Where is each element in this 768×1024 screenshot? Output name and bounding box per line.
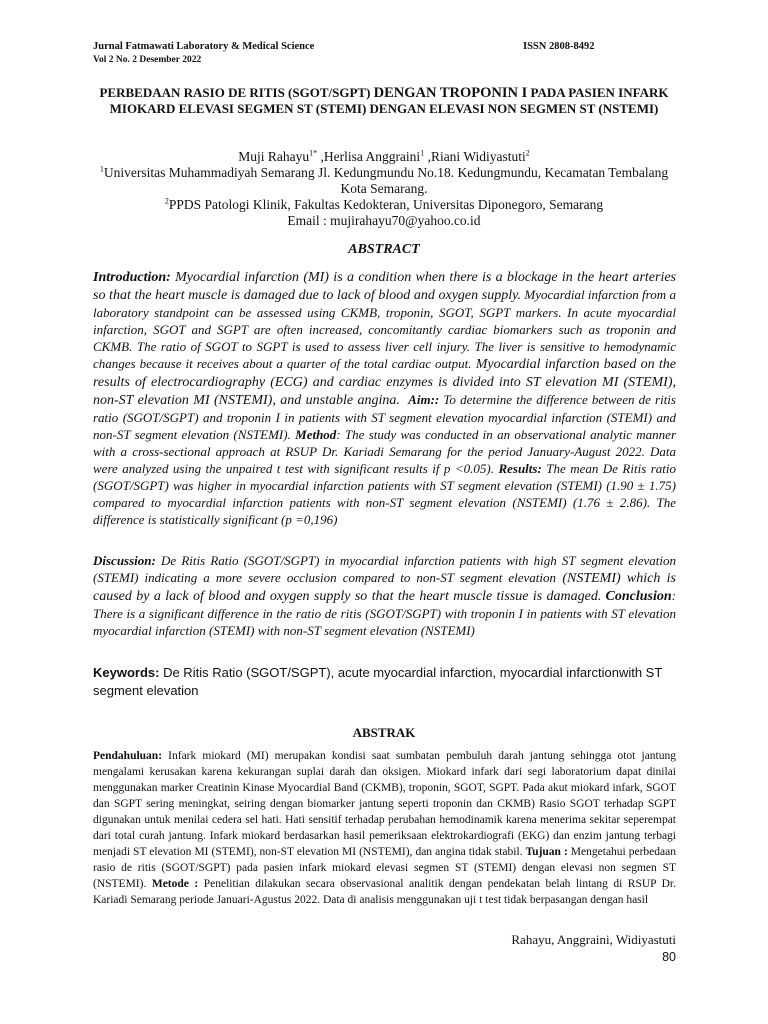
- author-2-sup: 1: [420, 148, 425, 158]
- keywords-text: De Ritis Ratio (SGOT/SGPT), acute myocardial infarction, myocardial infarctionwith ST segment elevation: [93, 665, 663, 698]
- intro-label: Introduction:: [93, 270, 171, 285]
- author-email: Email : mujirahayu70@yahoo.co.id: [287, 213, 481, 228]
- abstrak-paragraph: [93, 748, 676, 908]
- pendahuluan-label: Pendahuluan:: [93, 750, 163, 762]
- affiliation-2: [88, 197, 680, 213]
- discussion-text: De Ritis Ratio (SGOT/SGPT) in myocardial infarction patients with high ST segment elevation (STEMI) indicating a more severe occlusion compared to non-ST segment elevation: [93, 553, 676, 585]
- affiliation-1: [88, 165, 680, 197]
- issn: ISSN 2808-8492: [523, 41, 595, 52]
- aim-text: To determine the difference between de ritis ratio (SGOT/SGPT) and troponin I in patients with ST segment elevation myocardial infarction (STEMI) and non-ST segment elevation (NSTEMI).: [93, 392, 676, 442]
- affiliation-1-sup: 1: [99, 164, 104, 174]
- volume-issue: Vol 2 No. 2 Desember 2022: [93, 55, 202, 65]
- author-1: Muji Rahayu: [238, 149, 310, 164]
- results-label: Results:: [498, 461, 542, 476]
- author-3-sup: 2: [525, 148, 530, 158]
- abstract-paragraph-1: [93, 268, 676, 528]
- discussion-label: Discussion:: [93, 553, 156, 568]
- journal-name: Jurnal Fatmawati Laboratory & Medical Science: [93, 41, 315, 52]
- discussion-text-2: (NSTEMI) which is caused by a lack of blood and oxygen supply so that the heart muscle tissue is damaged.: [93, 571, 676, 604]
- conclusion-text: : There is a significant difference in the ratio de ritis (SGOT/SGPT) with troponin I in patients with ST elevation myocardial infarction (STEMI) with non-ST segment elevation (NSTEMI): [93, 588, 676, 638]
- intro-text-3: Myocardial infarction based on the results of electrocardiography (ECG) and cardiac enzymes is divided into ST elevation MI (STEMI), non-ST elevation MI (NSTEMI), and unstable angina.: [93, 357, 676, 408]
- affiliation-2-sup: 2: [164, 196, 169, 206]
- method-label: Method: [295, 427, 337, 442]
- tujuan-label: Tujuan :: [525, 846, 568, 858]
- author-1-sup: 1*: [309, 148, 318, 158]
- keywords-label: Keywords:: [93, 665, 160, 680]
- paper-title: [88, 85, 680, 117]
- conclusion-label: Conclusion: [605, 589, 672, 604]
- abstract-paragraph-2: [93, 552, 676, 639]
- footer-authors: Rahayu, Anggraini, Widiyastuti: [511, 932, 676, 947]
- author-2: ,Herlisa Anggraini: [317, 149, 421, 164]
- affiliation-2-text: PPDS Patologi Klinik, Fakultas Kedokteran, Universitas Diponegoro, Semarang: [168, 197, 604, 212]
- author-block: [88, 149, 680, 229]
- author-3: ,Riani Widiyastuti: [424, 149, 526, 164]
- tujuan-text: Mengetahui perbedaan rasio de ritis (SGOT/SGPT) pada pasien infark miokard elevasi segmen ST (STEMI) dengan elevasi non segmen ST (NSTEMI).: [93, 846, 676, 890]
- title-part-1: PERBEDAAN RASIO DE RITIS (SGOT/SGPT): [99, 85, 374, 100]
- page-number: 80: [662, 950, 676, 964]
- metode-label: Metode :: [151, 878, 199, 890]
- title-part-3: PADA PASIEN INFARK MIOKARD ELEVASI SEGMEN ST (STEMI) DENGAN ELEVASI NON SEGMEN ST (NSTEMI): [109, 85, 669, 116]
- aim-label: Aim::: [408, 392, 440, 407]
- keywords: [93, 664, 676, 700]
- intro-text-2: Myocardial infarction from a laboratory standpoint can be assessed using CKMB, troponin, SGOT, SGPT markers. In acute myocardial infarction, SGOT and SGPT are often increased, concomitantly cardiac biomarkers such as troponin and CKMB. The ratio of SGOT to SGPT is used to assess liver cell injury. The liver is sensitive to hemodynamic changes because it receives about a quarter of the total cardiac output.: [93, 287, 676, 371]
- metode-text: Penelitian dilakukan secara observasional analitik dengan pendekatan belah lintang di RSUP Dr. Kariadi Semarang periode Januari-Agustus 2022. Data di analisis menggunakan uji t test tidak berpasangan dengan hasil: [93, 878, 677, 906]
- author-names: [88, 149, 680, 165]
- method-text: : The study was conducted in an observational analytic manner with a cross-sectional approach at RSUP Dr. Kariadi Semarang for the period January-August 2022. Data were analyzed using the unpaired t test with significant results if p <0.05).: [93, 427, 677, 476]
- abstrak-heading: ABSTRAK: [352, 725, 416, 740]
- abstract-heading: ABSTRACT: [348, 242, 420, 257]
- affiliation-1-text: Universitas Muhammadiyah Semarang Jl. Kedungmundu No.18. Kedungmundu, Kecamatan Tembalang Kota Semarang.: [103, 165, 669, 196]
- title-part-2: DENGAN TROPONIN I: [373, 85, 528, 101]
- pendahuluan-text: Infark miokard (MI) merupakan kondisi saat sumbatan pembuluh darah jantung sehingga otot jantung mengalami kerusakan karena kekurangan suplai darah dan oksigen. Miokard infark dari segi laboratorium dapat dinilai menggunakan marker Creatinin Kinase Myocardial Band (CKMB), troponin, SGOT, SGPT. Pada akut miokard infark, SGOT dan SGPT sering meningkat, seiring dengan biomarker jantung seperti troponin dan CKMB) Rasio SGOT terhadap SGPT digunakan untuk menilai cedera sel hati. Hati sensitif terhadap perubahan hemodinamik karena menerima sekitar seperempat dari total curah jantung. Infark miokard berdasarkan hasil pemeriksaan elektrokardiografi (EKG) dan enzim jantung terbagi menjadi ST elevation MI (STEMI), non-ST elevation MI (NSTEMI), dan angina tidak stabil.: [93, 750, 676, 858]
- results-text: The mean De Ritis ratio (SGOT/SGPT) was higher in myocardial infarction patients with ST segment elevation (STEMI) (1.90 ± 1.75) compared to myocardial infarction patients with non-ST segment elevation (NSTEMI) (1.76 ± 2.86). The difference is statistically significant (p =0,196): [93, 461, 677, 527]
- intro-text-1: Myocardial infarction (MI) is a condition when there is a blockage in the heart arteries so that the heart muscle is damaged due to lack of blood and oxygen supply.: [93, 270, 676, 303]
